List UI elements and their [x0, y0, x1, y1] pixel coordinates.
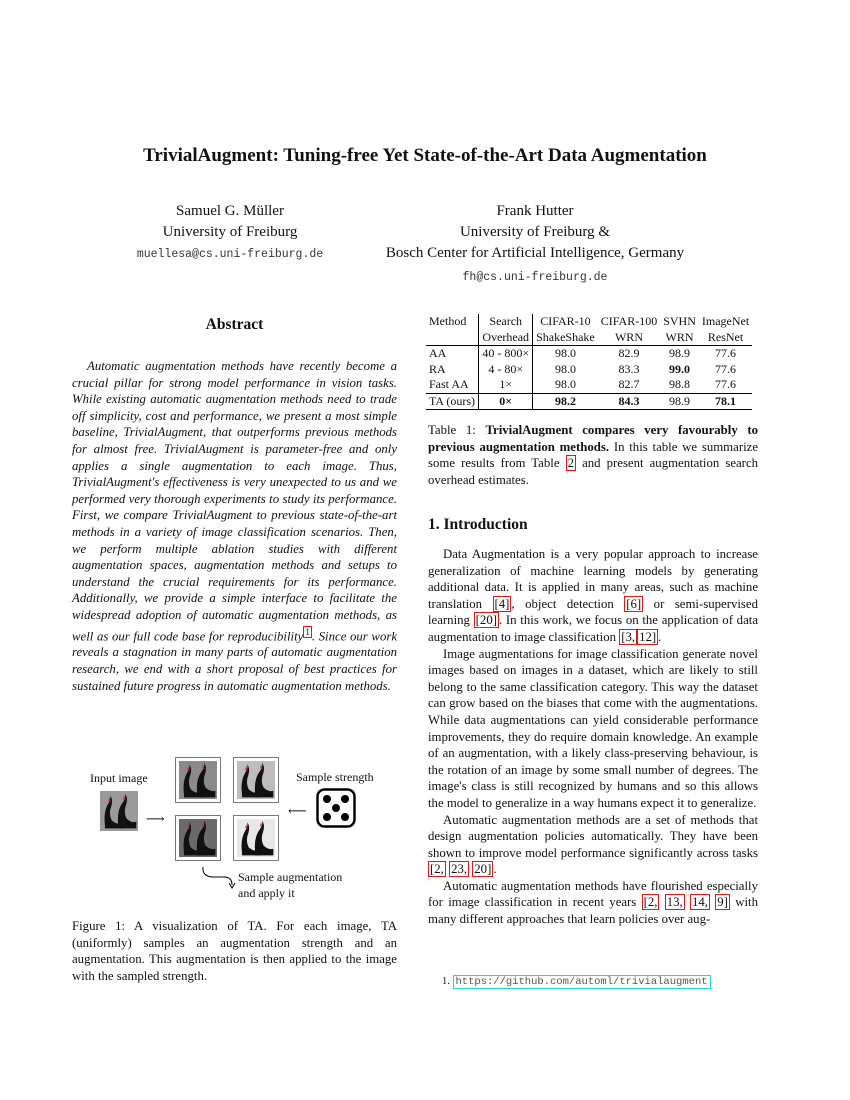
- citation-link[interactable]: 23,: [451, 862, 468, 877]
- table-header-cell: ResNet: [699, 330, 752, 346]
- table-cell: 98.0: [554, 377, 576, 391]
- intro-paragraph-4: [428, 878, 758, 928]
- caption-text: In this table we summarize some results from Table: [428, 439, 758, 471]
- intro-paragraph-2: Image augmentations for image classification generate novel images based on images in a dataset, which are likely to still belong to the same classification category. This way the dataset can grow based on the biases that come with the augmentations. While data augmentations can yield considerable performance improvements, they do require domain knowledge. An example of an augmentation, with a likely class-preserving behaviour, is the rotation of an image by some small number of degrees. The image's class is still recognized by humans and so this allows the model to generalize in a way humans expect it to generalize.: [428, 646, 758, 810]
- arrow-left-icon: ⟵: [288, 803, 307, 818]
- arrow-right-icon: ⟶: [146, 811, 165, 826]
- table-cell: 77.6: [715, 361, 737, 376]
- table-header-cell: WRN: [660, 330, 699, 346]
- table-ref-link[interactable]: 2: [567, 456, 574, 471]
- table-cell: RA: [426, 362, 479, 378]
- table-header-cell: Overhead: [479, 330, 533, 346]
- swan-image-icon: [179, 761, 217, 799]
- author-affiliation: University of Freiburg: [162, 224, 298, 240]
- table-1-caption: [428, 422, 758, 488]
- table-cell: 98.9: [660, 393, 699, 410]
- paper-title: TrivialAugment: Tuning-free Yet State-of-the-Art Data Augmentation: [143, 145, 707, 166]
- author-block-2: [360, 201, 710, 288]
- paragraph-text: . In this work, we focus on the application of data augmentation to image classification: [428, 613, 758, 644]
- table-cell: 1×: [479, 377, 533, 393]
- label-line: Sample augmentation: [238, 870, 343, 884]
- sample-augmentation-label: [238, 869, 342, 901]
- footnote-url-link[interactable]: https://github.com/automl/trivialaugment: [453, 975, 711, 989]
- paragraph-text: with many different approaches that learn policies over aug-: [428, 895, 758, 927]
- table-header-cell: Method: [426, 314, 479, 330]
- abstract-body: Automatic augmentation methods have recently become a crucial pillar for strong model performance in vision tasks. While existing automatic augmentation methods need to trade off simplicity, cost and performance, we present a most simple baseline, TrivialAugment, that outperforms previous methods for almost free. TrivialAugment is parameter-free and only applies a single augmentation to each image. Thus, TrivialAugment's effectiveness is very unexpected to us and we performed very thorough experiments to study its performance. First, we compare TrivialAugment to previous state-of-the-art methods in a variety of image classification scenarios. Then, we perform multiple ablation studies with different augmentation spaces, augmentation methods and setups to understand the crucial requirements for its performance. Additionally, we provide a simple interface to facilitate the widespread adoption of automatic augmentation methods, as well as our full code base for reproducibility: [72, 359, 397, 643]
- table-header-cell: SVHN: [663, 314, 696, 328]
- swan-image-icon: [237, 761, 275, 799]
- input-image-label: Input image: [90, 771, 148, 785]
- introduction-body: [428, 546, 758, 928]
- paragraph-text: Data Augmentation is a very popular approach to increase generalization of machine learning models by generating additional data. It is applied in many areas, such as machine translation: [428, 547, 758, 611]
- abstract-text: [72, 358, 397, 694]
- citation-link[interactable]: 14,: [692, 895, 708, 910]
- table-cell: 40 - 800×: [479, 346, 533, 362]
- augmented-image: [233, 757, 279, 803]
- paragraph-text: or semi-supervised learning: [428, 596, 758, 628]
- paragraph-text: .: [658, 629, 662, 644]
- author-block-1: [130, 201, 330, 265]
- abstract-body-end: . Since our work reveals a stagnation in many parts of automatic augmentation research, we end with a short proposal of best practices for sustained future progress in automatic augmentation methods.: [72, 628, 397, 693]
- paragraph-text: .: [493, 862, 497, 877]
- intro-paragraph-1: [428, 546, 758, 646]
- table-header-cell: ShakeShake: [533, 330, 598, 346]
- table-header-cell: CIFAR-100: [600, 314, 658, 328]
- citation-link[interactable]: 12]: [639, 629, 657, 644]
- table-row: [426, 377, 752, 393]
- author-email: muellesa@cs.uni-freiburg.de: [136, 248, 324, 261]
- table-cell: AA: [426, 346, 479, 362]
- citation-link[interactable]: [20]: [475, 613, 497, 628]
- table-cell: 98.2: [533, 393, 598, 410]
- table-header-row: [426, 314, 752, 330]
- citation-link[interactable]: [2,: [643, 895, 658, 910]
- table-header-row: [426, 330, 752, 346]
- table-cell: 82.7: [618, 377, 640, 391]
- results-table: [426, 314, 752, 410]
- table-cell: 98.0: [554, 346, 576, 360]
- citation-link[interactable]: 20]: [474, 862, 492, 877]
- author-email: fh@cs.uni-freiburg.de: [462, 271, 608, 284]
- table-cell: 98.0: [554, 361, 576, 376]
- intro-paragraph-3: [428, 812, 758, 878]
- footnote-ref[interactable]: 1: [305, 626, 310, 637]
- caption-bold: TrivialAugment compares very favourably to previous augmentation methods.: [428, 423, 759, 454]
- table-cell: 83.3: [618, 361, 640, 376]
- author-affiliation: Bosch Center for Artificial Intelligence, Germany: [385, 245, 685, 261]
- author-affiliation: University of Freiburg &: [459, 224, 611, 240]
- table-header-cell: [426, 330, 479, 346]
- table-cell: Fast AA: [426, 377, 479, 393]
- table-cell: 77.6: [715, 346, 737, 360]
- table-header-cell: Search: [479, 314, 533, 330]
- table-header-cell: CIFAR-10: [540, 314, 591, 328]
- table-header-cell: WRN: [598, 330, 660, 346]
- table-row: [426, 362, 752, 378]
- sample-strength-label: Sample strength: [296, 770, 374, 784]
- table-cell: 77.6: [715, 377, 737, 391]
- table-row: [426, 346, 752, 362]
- table-cell: 4 - 80×: [479, 362, 533, 378]
- citation-link[interactable]: [6]: [626, 596, 642, 611]
- citation-link[interactable]: [2,: [430, 862, 444, 877]
- curved-arrow-icon: [200, 866, 236, 890]
- dice-icon: [316, 788, 356, 828]
- citation-link[interactable]: [4]: [494, 596, 510, 611]
- augmented-image: [175, 815, 221, 861]
- footnote: [442, 976, 711, 988]
- caption-text: and present augmentation search overhead estimates.: [428, 456, 759, 487]
- table-row: [426, 393, 752, 410]
- table-cell: 84.3: [598, 393, 660, 410]
- table-cell: 98.8: [669, 377, 691, 391]
- label-line: and apply it: [238, 886, 295, 900]
- citation-link[interactable]: 13,: [666, 895, 683, 910]
- table-cell: TA (ours): [426, 393, 479, 410]
- augmented-image: [175, 757, 221, 803]
- augmented-image: [233, 815, 279, 861]
- table-cell: 82.9: [618, 346, 640, 360]
- citation-link[interactable]: [3,: [621, 629, 636, 644]
- table-cell: 98.9: [669, 346, 691, 360]
- introduction-heading: 1. Introduction: [428, 516, 528, 533]
- paragraph-text: Automatic augmentation methods have flourished especially for image classification in recent years: [428, 878, 758, 910]
- footnote-mark: 1.: [442, 976, 450, 987]
- author-name: Samuel G. Müller: [176, 203, 284, 219]
- table-cell: 78.1: [699, 393, 752, 410]
- table-cell: 99.0: [669, 361, 691, 376]
- table-cell: 0×: [479, 393, 533, 410]
- figure-1-caption: Figure 1: A visualization of TA. For each image, TA (uniformly) samples an augmentation strength and an augmentation. This augmentation is then applied to the image with the sampled strength.: [72, 919, 397, 983]
- input-image: [100, 791, 138, 831]
- author-name: Frank Hutter: [496, 203, 574, 219]
- swan-image-icon: [237, 819, 275, 857]
- paragraph-text: , object detection: [511, 596, 614, 611]
- abstract-heading: Abstract: [205, 316, 264, 333]
- paragraph-text: Automatic augmentation methods are a set of methods that design augmentation policies automatically. They have been shown to improve model performance significantly across tasks: [428, 812, 758, 860]
- caption-label: Table 1:: [428, 423, 476, 437]
- swan-image-icon: [179, 819, 217, 857]
- table-header-cell: ImageNet: [701, 314, 750, 328]
- swan-image-icon: [100, 791, 138, 831]
- citation-link[interactable]: 9]: [717, 895, 728, 910]
